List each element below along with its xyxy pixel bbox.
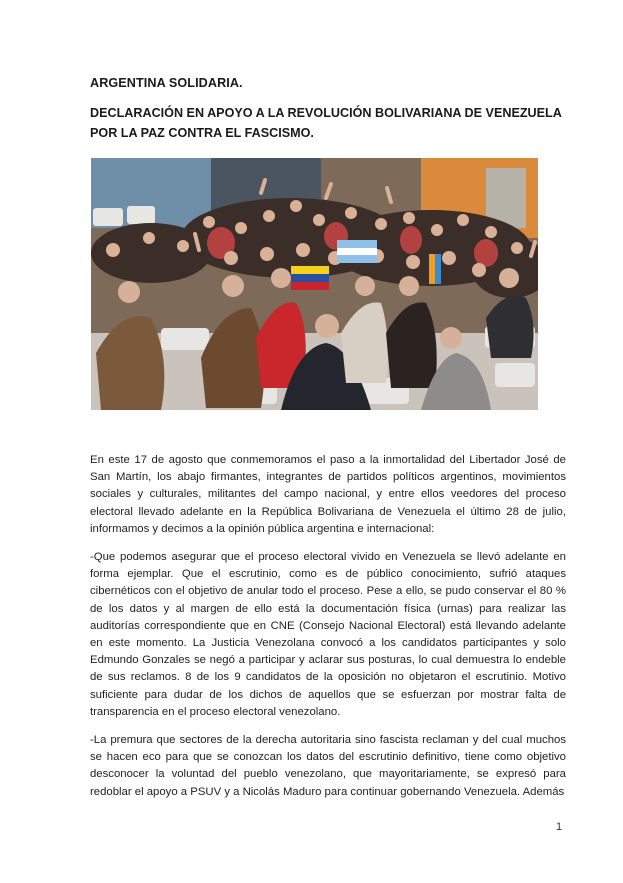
group-photo — [91, 158, 538, 410]
paragraph-electoral-process: -Que podemos asegurar que el proceso electoral vivido en Venezuela se llevó adelante en forma ejemplar. Que el escrutinio, como es de público conocimiento, sufrió ataques cibernéticos con el objetivo de anular todo el proceso. Pese a ello, se pudo conservar el 80 % de los datos y al margen de ello está la documentación física (urnas) para realizar las auditorías correspondiente que en CNE (Consejo Nacional Electoral) está llevando adelante en este momento. La Justicia Venezolana convocó a los candidatos participantes y solo Edmundo Gonzales se negó a participar y aclarar sus posturas, lo cual demuestra lo endeble de sus reclamos. 8 de los 9 candidatos de la oposición no objetaron el escrutinio. Motivo suficiente para dudar de los dichos de aquellos que se esfuerzan por mostrar falta de transparencia en el proceso electoral venezolano. — [90, 551, 566, 718]
paragraph-intro: En este 17 de agosto que conmemoramos el paso a la inmortalidad del Libertador José de San Martín, los abajo firmantes, integrantes de partidos políticos argentinos, movimientos sociales y culturales, militantes del campo nacional, y entre ellos veedores del proceso electoral llevado adelante en la República Bolivariana de Venezuela el último 28 de julio, informamos y decimos a la opinión pública argentina e internacional: — [90, 454, 566, 535]
group-photo-icon — [91, 158, 538, 410]
page-number: 1 — [556, 821, 563, 833]
declaration-body — [90, 452, 566, 812]
paragraph-right-wing: -La premura que sectores de la derecha autoritaria sino fascista reclaman y del cual muchos se hacen eco para que se conozcan los datos del escrutinio definitivo, tiene como objetivo desconocer la voluntad del pueblo venezolano, que mayoritariamente, se expresó para redoblar el apoyo a PSUV y a Nicolás Maduro para continuar gobernando Venezuela. Además — [90, 734, 566, 798]
organization-heading: ARGENTINA SOLIDARIA. — [90, 76, 243, 90]
document-title: DECLARACIÓN EN APOYO A LA REVOLUCIÓN BOLIVARIANA DE VENEZUELA POR LA PAZ CONTRA EL FASCISMO. — [90, 106, 562, 140]
